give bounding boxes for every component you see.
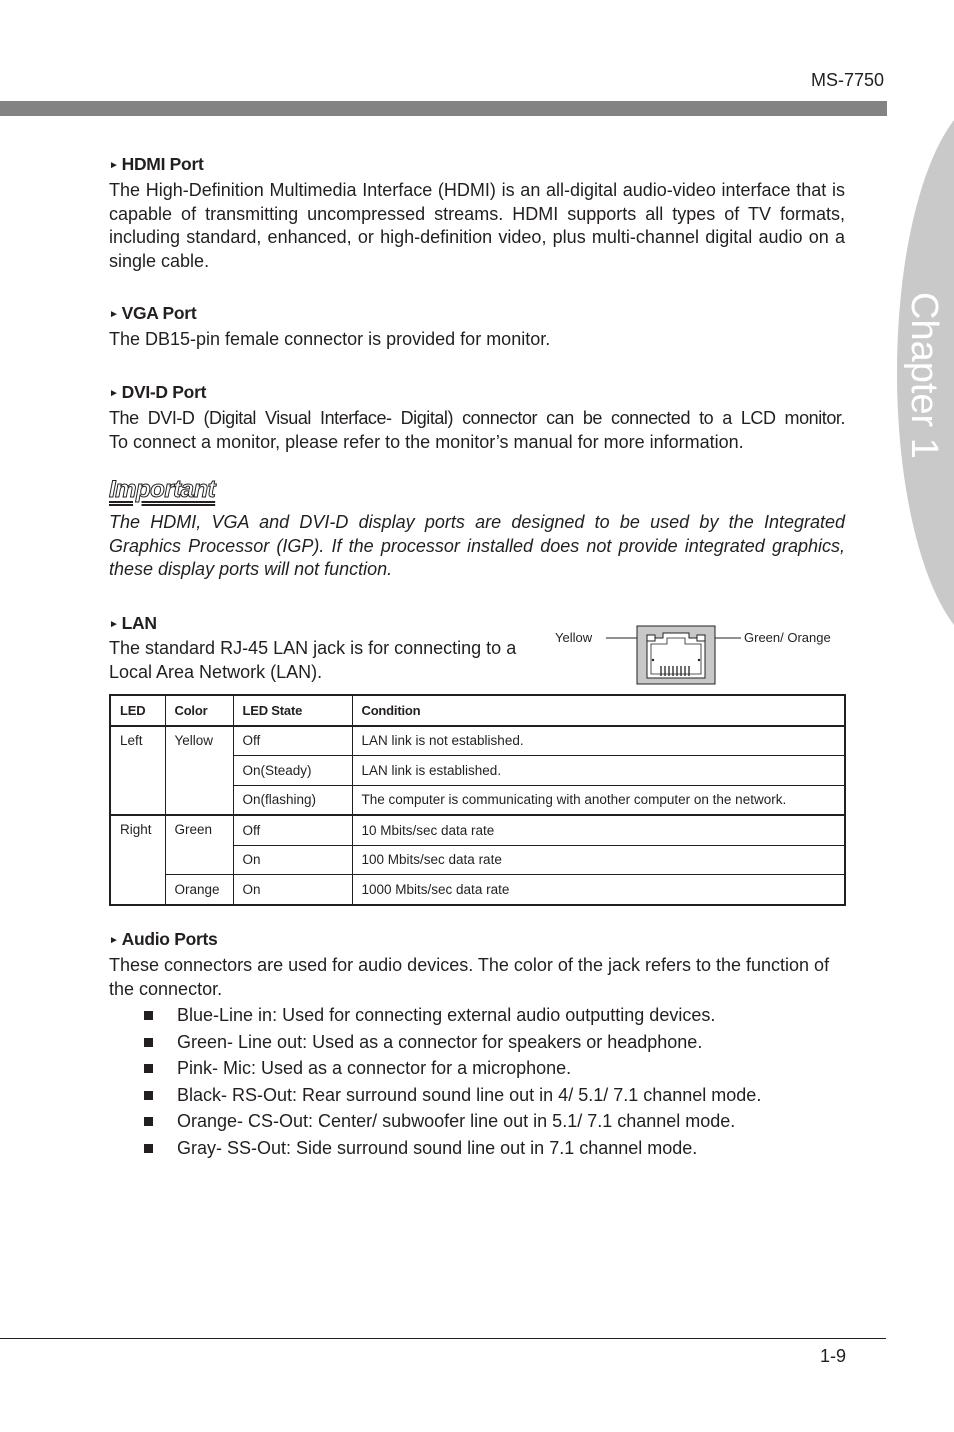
led-state: Off — [233, 815, 352, 845]
header-condition: Condition — [352, 695, 845, 726]
square-bullet-icon — [144, 1064, 153, 1073]
important-note: The HDMI, VGA and DVI-D display ports are designed to be used by the Integrated Graphics Processor (IGP). If the processor installed does not provide integrated graphics, these display ports will not function. — [109, 512, 845, 579]
table-row — [110, 815, 845, 845]
yellow-led-label: Yellow — [555, 630, 593, 645]
header-led-state: LED State — [233, 695, 352, 726]
model-number: MS-7750 — [810, 70, 884, 90]
vga-heading — [109, 301, 845, 325]
audio-heading-text: Audio Ports — [121, 929, 218, 949]
dvid-heading — [109, 380, 845, 404]
list-item-text: Blue-Line in: Used for connecting external audio outputting devices. — [177, 1005, 716, 1025]
square-bullet-icon — [144, 1117, 153, 1126]
lan-heading-text: LAN — [121, 613, 157, 633]
led-condition: LAN link is not established. — [352, 726, 845, 756]
square-bullet-icon — [144, 1011, 153, 1020]
lan-description: The standard RJ-45 LAN jack is for connecting to a Local Area Network (LAN). — [109, 638, 517, 682]
led-right: Right — [110, 815, 165, 905]
square-bullet-icon — [144, 1038, 153, 1047]
led-left: Left — [110, 726, 165, 816]
vga-section — [109, 301, 845, 352]
led-condition: LAN link is established. — [352, 756, 845, 786]
table-header-row — [110, 695, 845, 726]
table-row — [110, 875, 845, 905]
led-state: On — [233, 845, 352, 875]
header-color: Color — [165, 695, 233, 726]
led-state: On(flashing) — [233, 785, 352, 815]
footer-rule — [0, 1338, 886, 1339]
list-item-text: Green- Line out: Used as a connector for speakers or headphone. — [177, 1031, 703, 1052]
led-state: On — [233, 875, 352, 905]
triangle-bullet-icon: ► — [109, 309, 119, 320]
important-title: Important — [109, 476, 216, 503]
audio-section — [109, 927, 845, 1001]
led-condition: 100 Mbits/sec data rate — [352, 845, 845, 875]
led-condition: The computer is communicating with another computer on the network. — [352, 785, 845, 815]
page-number: 1-9 — [819, 1346, 846, 1366]
audio-description: These connectors are used for audio devices. The color of the jack refers to the function of the connector. — [109, 955, 830, 999]
color-yellow: Yellow — [165, 726, 233, 816]
dvid-heading-text: DVI-D Port — [121, 382, 207, 402]
hdmi-description: The High-Definition Multimedia Interface (HDMI) is an all-digital audio-video interface that is capable of transmitting uncompressed streams. HDMI supports all types of TV formats, including standard, enhanced, or high-definition video, plus multi-channel digital audio on a single cable. — [109, 180, 845, 271]
triangle-bullet-icon: ► — [109, 935, 119, 946]
hdmi-heading-text: HDMI Port — [121, 154, 204, 174]
list-item-text: Orange- CS-Out: Center/ subwoofer line out in 5.1/ 7.1 channel mode. — [177, 1111, 736, 1131]
green-orange-led-label: Green/ Orange — [744, 630, 831, 645]
color-orange: Orange — [165, 875, 233, 905]
list-item — [142, 1055, 862, 1082]
list-item-text: Pink- Mic: Used as a connector for a microphone. — [177, 1058, 572, 1078]
dvid-description-line1: The DVI-D (Digital Visual Interface- Digital) connector can be connected to a LCD monitor. — [109, 408, 845, 428]
hdmi-heading — [109, 152, 845, 176]
audio-heading — [109, 927, 845, 951]
color-green: Green — [165, 815, 233, 875]
led-condition: 1000 Mbits/sec data rate — [352, 875, 845, 905]
square-bullet-icon — [144, 1144, 153, 1153]
list-item — [142, 1029, 862, 1056]
led-condition: 10 Mbits/sec data rate — [352, 815, 845, 845]
triangle-bullet-icon: ► — [109, 388, 119, 399]
list-item-text: Black- RS-Out: Rear surround sound line out in 4/ 5.1/ 7.1 channel mode. — [177, 1084, 762, 1105]
table-row — [110, 726, 845, 756]
list-item-text: Gray- SS-Out: Side surround sound line out in 7.1 channel mode. — [177, 1137, 698, 1158]
led-state: Off — [233, 726, 352, 756]
lan-led-table — [109, 694, 846, 906]
list-item — [142, 1002, 862, 1029]
triangle-bullet-icon: ► — [109, 160, 119, 171]
audio-port-list — [142, 1002, 862, 1161]
list-item — [142, 1135, 862, 1162]
lan-jack-figure — [555, 620, 855, 690]
rj45-jack-icon — [555, 620, 855, 690]
led-state: On(Steady) — [233, 756, 352, 786]
vga-heading-text: VGA Port — [121, 303, 197, 323]
header-led: LED — [110, 695, 165, 726]
lan-section — [109, 611, 409, 635]
triangle-bullet-icon: ► — [109, 619, 119, 630]
list-item — [142, 1082, 862, 1109]
dvid-section — [109, 380, 845, 454]
lan-heading — [109, 611, 409, 635]
hdmi-section — [109, 152, 845, 273]
header-bar — [0, 101, 887, 116]
chapter-label-text: Chapter 1 — [903, 292, 945, 459]
square-bullet-icon — [144, 1091, 153, 1100]
dvid-description-line2: To connect a monitor, please refer to the monitor’s manual for more information. — [109, 431, 744, 452]
vga-description: The DB15-pin female connector is provided for monitor. — [109, 329, 551, 349]
list-item — [142, 1108, 862, 1135]
